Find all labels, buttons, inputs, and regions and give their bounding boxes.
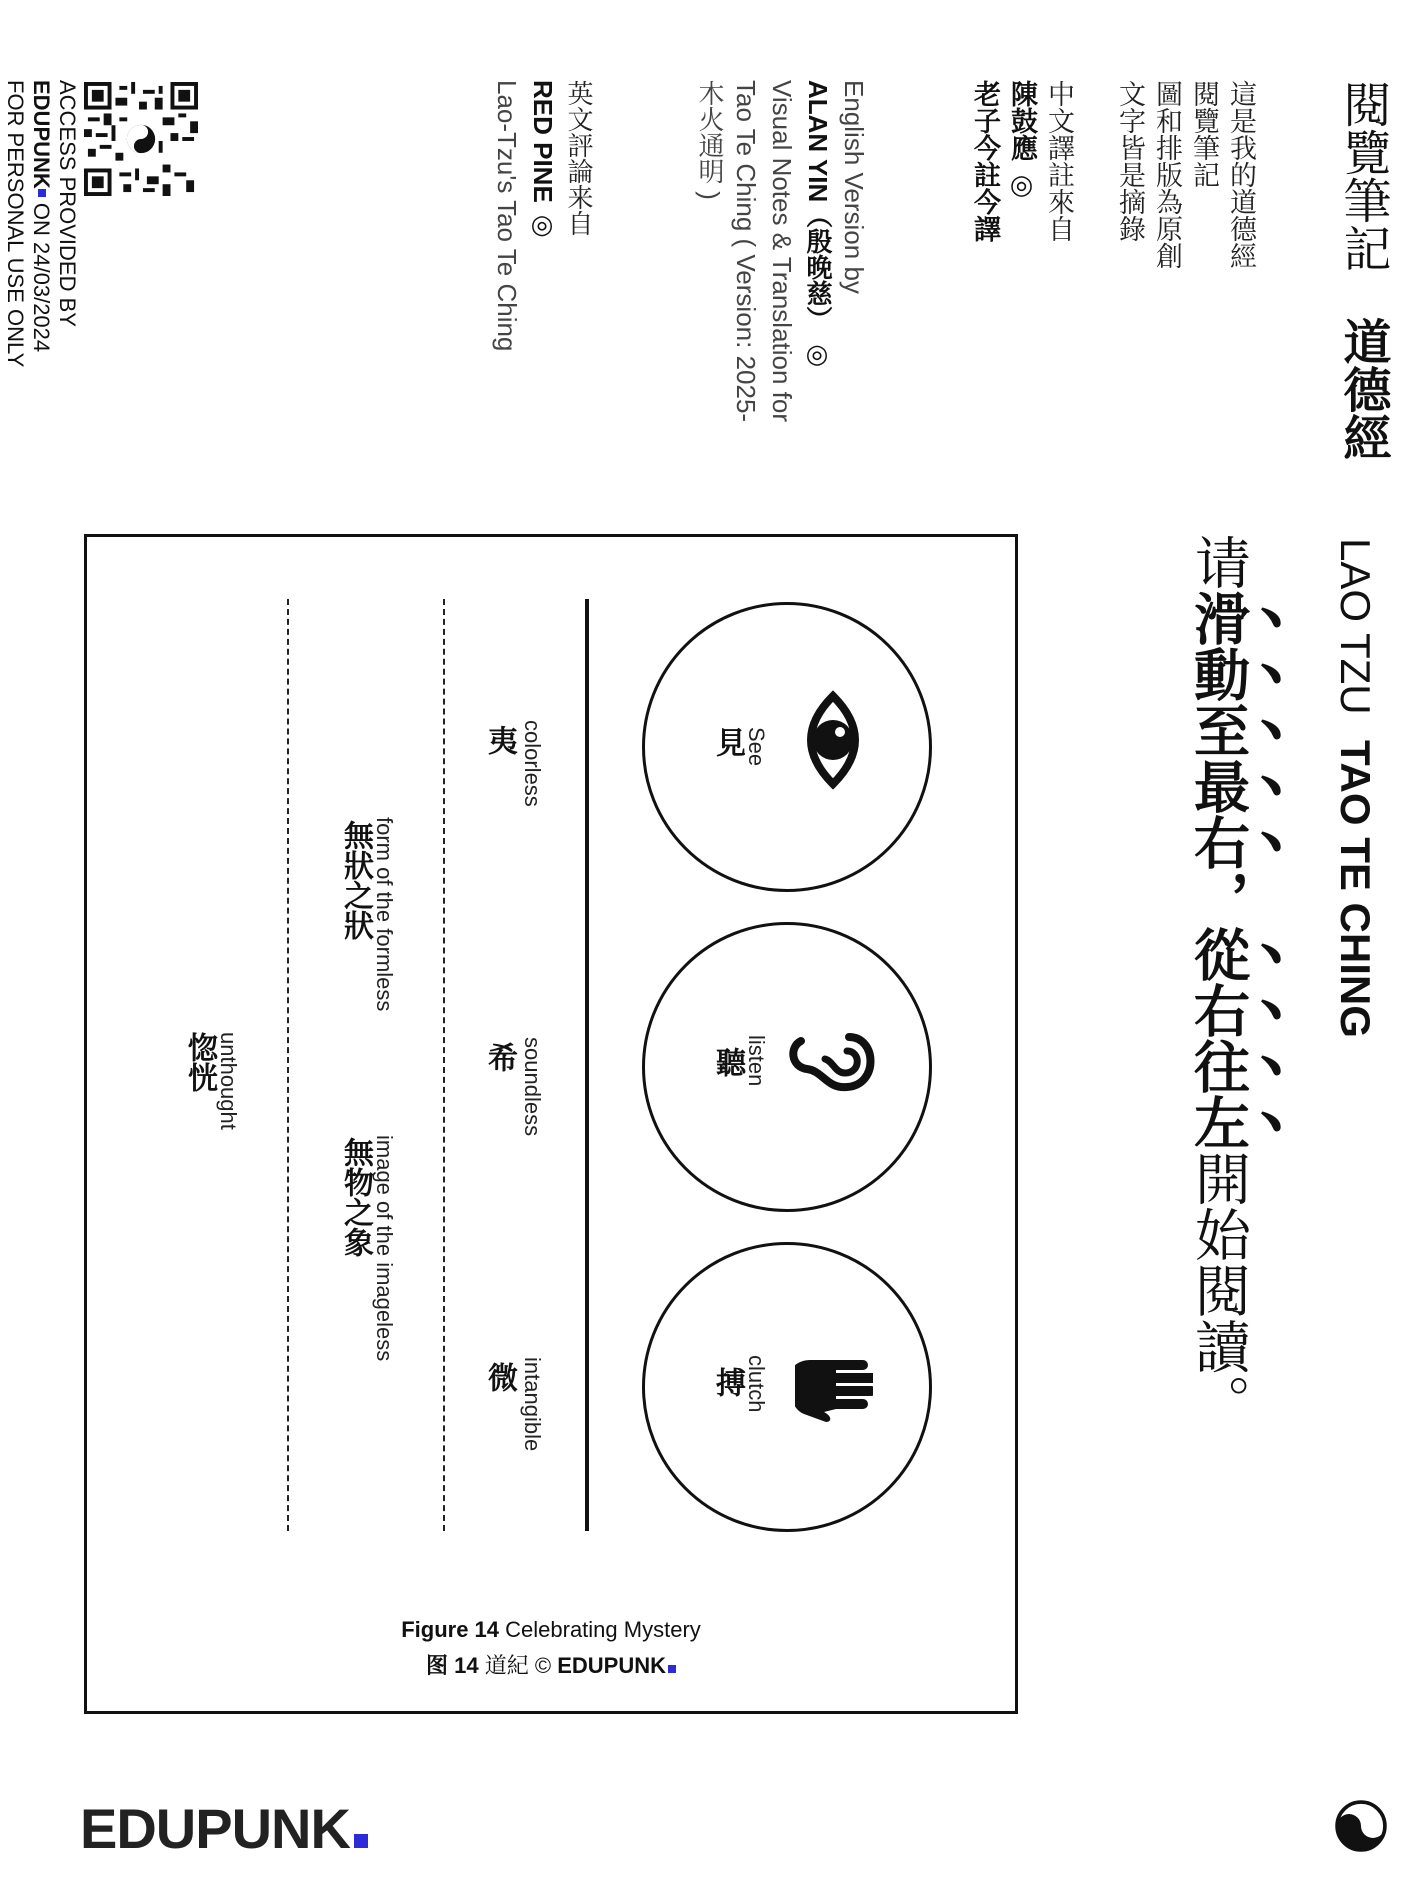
commentary-author: RED PINE	[528, 80, 558, 203]
reading-notes-label: 閱覽筆記	[1335, 80, 1391, 272]
reading-notes-title	[1333, 80, 1393, 461]
yin-yang-icon[interactable]	[1335, 1800, 1387, 1852]
credit-mark: ◎	[528, 210, 558, 241]
form-en: image of the imageless	[372, 1135, 397, 1362]
en-book-line: Tao Te Ching ( Version: 2025-	[731, 80, 761, 423]
figure-caption-zh	[87, 1649, 1015, 1680]
edupunk-logo[interactable]	[80, 1796, 368, 1861]
solid-divider	[585, 599, 589, 1531]
figure-caption-en	[87, 1617, 1015, 1643]
en-author-line	[800, 80, 836, 422]
brand-dot	[668, 1665, 676, 1673]
form-zh: 無物之象	[338, 1137, 373, 1257]
instruction-prefix: 请	[1186, 534, 1251, 590]
hand-icon	[795, 1335, 873, 1439]
sense-zh: 見	[710, 727, 745, 757]
sense-en: clutch	[744, 1355, 769, 1413]
caption-zh-title: 道紀 ©	[484, 1653, 552, 1678]
zh-author-line	[1003, 80, 1040, 242]
credit-mark: ◎	[1006, 169, 1037, 201]
intro-line: 圖和排版為原創	[1151, 80, 1182, 269]
commentary-author-line	[525, 80, 561, 351]
sense-en: See	[744, 727, 769, 767]
brand-dot	[38, 189, 46, 197]
en-version-credit	[692, 80, 872, 422]
access-date: ON 24/03/2024	[29, 196, 54, 353]
sense-circle-clutch	[642, 1242, 932, 1532]
logo-text: EDUPUNK	[80, 1797, 350, 1860]
dashed-divider	[443, 599, 445, 1531]
final-zh: 惚恍	[182, 1032, 217, 1092]
credit-mark: ◎	[803, 339, 833, 370]
commentary-book: Lao-Tzu's Tao Te Ching	[492, 80, 522, 352]
sense-circle-see	[642, 602, 932, 892]
form-en: form of the formless	[372, 817, 397, 1012]
final-en: unthought	[216, 1032, 241, 1130]
caption-zh-number: 14	[454, 1653, 479, 1678]
quality-zh: 希	[482, 1042, 517, 1072]
en-author: ALAN YIN（殷晚慈）	[803, 80, 833, 333]
en-book-line: 木火通明 )	[695, 80, 725, 200]
intro-line: 閱覽筆記	[1188, 80, 1219, 188]
access-line-brand	[28, 80, 54, 367]
caption-number: Figure 14	[401, 1617, 500, 1642]
commentary-credit	[489, 80, 597, 351]
intro-line: 這是我的道德經	[1225, 80, 1256, 269]
access-line: ACCESS PROVIDED BY	[55, 80, 80, 327]
figure-14	[84, 534, 1018, 1714]
sense-circle-listen	[642, 922, 932, 1212]
quality-en: soundless	[520, 1037, 545, 1137]
form-zh: 無狀之狀	[338, 820, 373, 940]
access-stamp	[2, 80, 80, 367]
sense-zh: 搏	[710, 1367, 745, 1397]
zh-source-credit	[966, 80, 1077, 242]
en-book-line: Visual Notes & Translation for	[767, 80, 797, 423]
reading-instruction	[1185, 534, 1291, 1430]
quality-zh: 微	[482, 1362, 517, 1392]
author-en: LAO TZU	[1332, 538, 1379, 715]
book-title-zh: 道德經	[1335, 317, 1391, 462]
book-title-en-text: TAO TE CHING	[1332, 740, 1379, 1039]
qr-code-icon[interactable]	[84, 82, 198, 196]
sense-en: listen	[744, 1035, 769, 1087]
quality-zh: 夷	[482, 725, 517, 755]
en-version-label: English Version by	[839, 80, 869, 294]
access-line: FOR PERSONAL USE ONLY	[3, 80, 28, 368]
zh-author: 陳鼓應	[1006, 80, 1037, 161]
access-brand: EDUPUNK	[29, 80, 54, 189]
logo-dot	[354, 1834, 368, 1848]
caption-title: Celebrating Mystery	[505, 1617, 701, 1642]
ear-icon	[787, 1007, 883, 1111]
eye-icon	[783, 690, 883, 790]
book-title-en	[1331, 538, 1379, 1038]
instruction-emphasis: 滑動至最右，	[1185, 590, 1251, 926]
zh-book: 老子今註今譯	[969, 80, 1000, 242]
quality-en: intangible	[520, 1357, 545, 1452]
sense-zh: 聽	[710, 1047, 745, 1077]
caption-brand: EDUPUNK	[557, 1653, 666, 1678]
dashed-divider	[287, 599, 289, 1531]
intro-line: 文字皆是摘錄	[1114, 80, 1145, 242]
quality-en: colorless	[520, 720, 545, 807]
intro-paragraph	[1111, 80, 1259, 269]
commentary-label: 英文評論来自	[564, 80, 594, 236]
zh-source-label: 中文譯註來自	[1043, 80, 1074, 242]
instruction-suffix: 開始閱讀。	[1186, 1150, 1251, 1430]
instruction-emphasis: 從右往左	[1185, 926, 1251, 1150]
caption-zh-prefix: 图	[426, 1653, 449, 1679]
